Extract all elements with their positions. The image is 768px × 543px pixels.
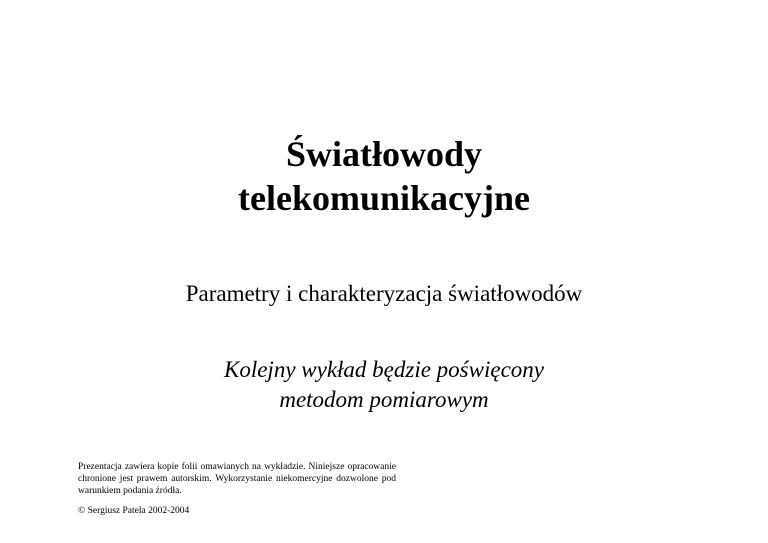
copyright-notice: © Sergiusz Patela 2002-2004	[78, 506, 190, 516]
next-lecture-note-line-1: Kolejny wykład będzie poświęcony	[223, 357, 544, 382]
slide-title	[0, 132, 768, 220]
slide-title-line-1: Światłowody	[285, 134, 483, 174]
next-lecture-note-line-2: metodom pomiarowym	[279, 387, 489, 412]
slide-title-line-2: telekomunikacyjne	[238, 178, 530, 218]
slide-subtitle: Parametry i charakteryzacja światłowodów	[185, 281, 583, 306]
next-lecture-note	[0, 355, 768, 415]
copyright-disclaimer: Prezentacja zawiera kopie folii omawianych na wykładzie. Niniejsze opracowanie chronione jest prawem autorskim. Wykorzystanie niekomercyjne dozwolone pod warunkiem podania źródła.	[78, 462, 396, 496]
